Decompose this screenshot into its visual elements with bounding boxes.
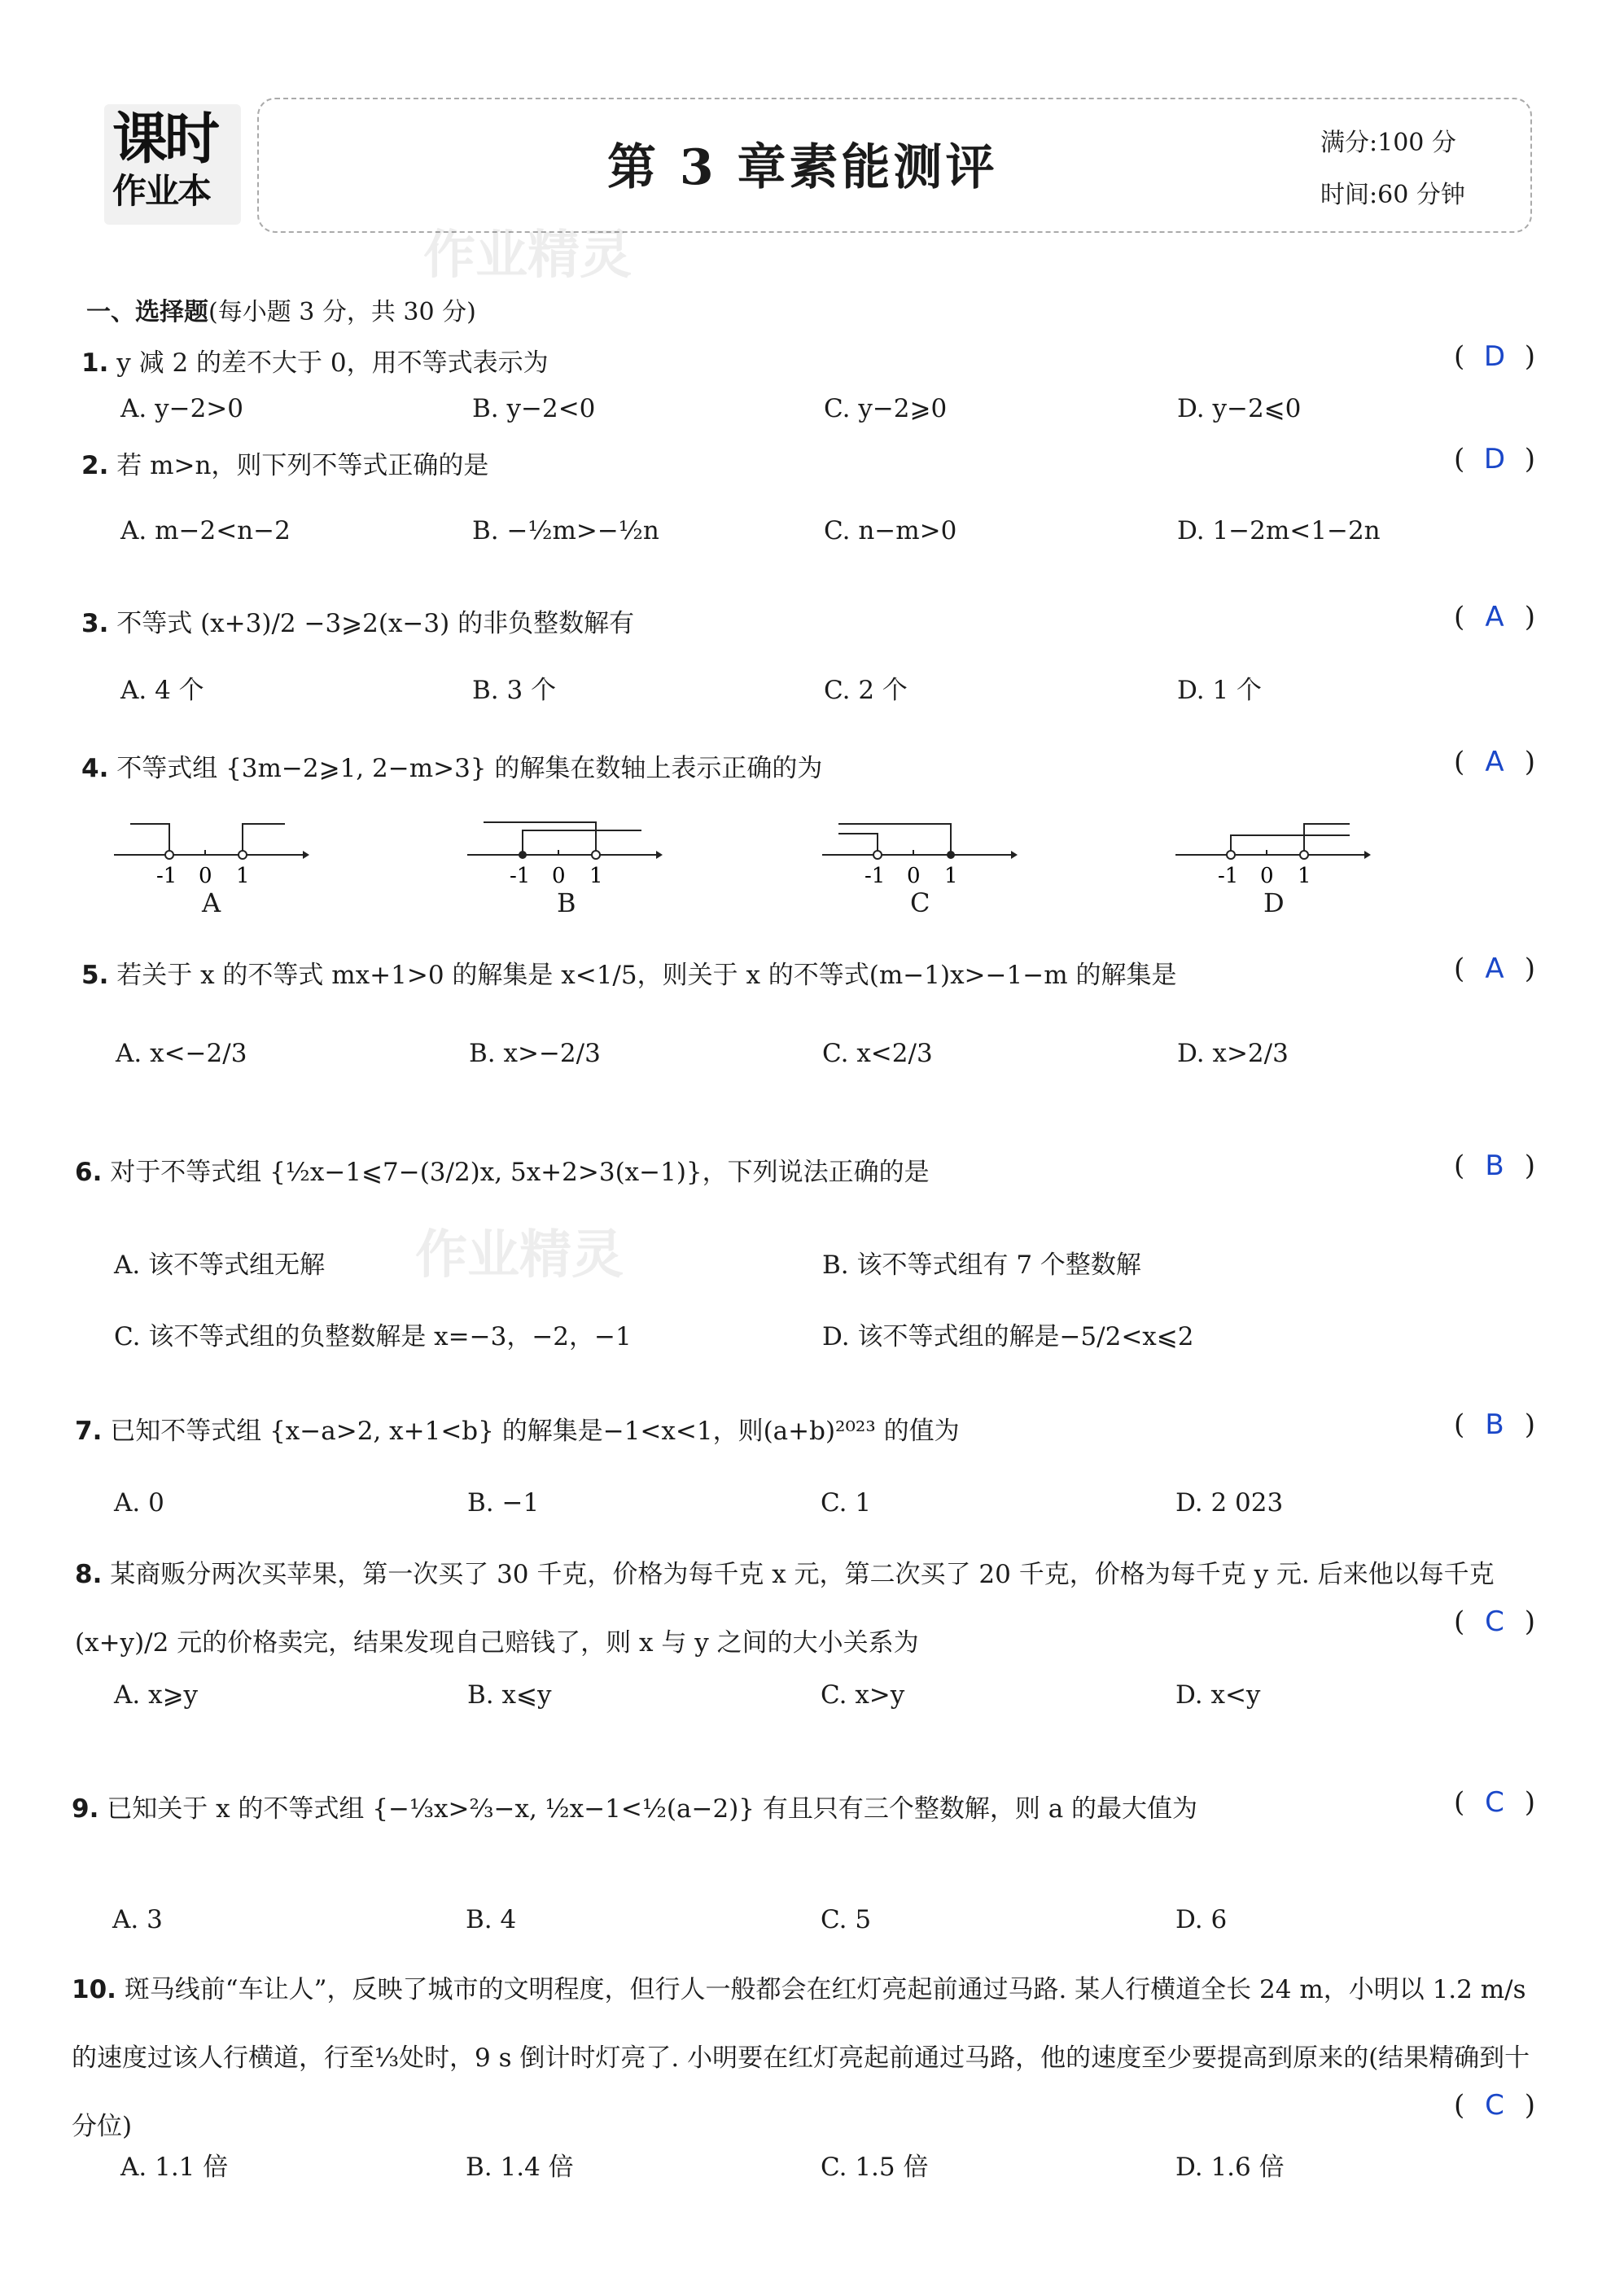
answer-7: ( B ) [1454, 1408, 1535, 1441]
logo-main-text: 课时 [112, 107, 217, 172]
option-a: A. x⩾y [114, 1680, 199, 1710]
option-d: D. 2 023 [1175, 1488, 1284, 1518]
tick-label: 0 [907, 864, 921, 887]
answer-4: ( A ) [1454, 746, 1535, 778]
option-a: A. m−2<n−2 [120, 516, 291, 545]
option-c: C. 5 [821, 1905, 872, 1934]
question-9: 9. 已知关于 x 的不等式组 {−⅓x>⅔−x, ½x−1<½(a−2)} 有且只有三个整数解，则 a 的最大值为 [72, 1794, 1198, 1824]
option-d: D. 1−2m<1−2n [1177, 516, 1381, 545]
tick-label: 1 [1298, 864, 1311, 887]
option-d: D. y−2⩽0 [1177, 394, 1302, 423]
time-limit: 时间:60 分钟 [1320, 181, 1465, 209]
question-1: 1. y 减 2 的差不大于 0，用不等式表示为 [81, 348, 549, 378]
option-b: B. 该不等式组有 7 个整数解 [822, 1251, 1141, 1280]
tick-label: 1 [589, 864, 603, 887]
question-8: 8. 某商贩分两次买苹果，第一次买了 30 千克，价格为每千克 x 元，第二次买了 20 千克，价格为每千克 y 元. 后来他以每千克 (x+y)/2 元的价格卖完，结果发现自己赔钱了，则 x 与 y 之间的大小关系为 [75, 1560, 1495, 1658]
answer-2: ( D ) [1454, 443, 1535, 475]
option-c: C. y−2⩾0 [824, 394, 948, 423]
option-a: A. 3 [112, 1905, 163, 1934]
watermark: 作业精灵 [423, 226, 632, 286]
number-line-c [822, 814, 1018, 887]
option-b: B. x>−2/3 [469, 1039, 601, 1068]
option-a-label: A [202, 887, 221, 918]
question-10: 10. 斑马线前“车让人”，反映了城市的文明程度，但行人一般都会在红灯亮起前通过马路. 某人行横道全长 24 m，小明以 1.2 m/s 的速度过该人行横道，行至⅓处时，9 s 倒计时灯亮了. 小明要在红灯亮起前通过马路，他的速度至少要提高到原来的(结果精确到十分位) [72, 1975, 1530, 2141]
tick-label: -1 [156, 864, 177, 887]
option-b-label: B [557, 887, 576, 918]
tick-label: 0 [1260, 864, 1274, 887]
option-b: B. x⩽y [467, 1680, 552, 1710]
answer-5: ( A ) [1454, 953, 1535, 985]
option-d: D. 1.6 倍 [1175, 2153, 1285, 2182]
option-d: D. 该不等式组的解是−5/2<x⩽2 [822, 1322, 1194, 1351]
tick-label: -1 [865, 864, 886, 887]
option-b: B. 3 个 [472, 676, 557, 705]
option-c: C. 2 个 [824, 676, 908, 705]
question-4: 4. 不等式组 {3m−2⩾1, 2−m>3} 的解集在数轴上表示正确的为 [81, 754, 823, 783]
answer-8: ( C ) [1454, 1605, 1535, 1638]
option-d: D. x>2/3 [1177, 1039, 1289, 1068]
answer-10: ( C ) [1454, 2089, 1535, 2122]
option-b: B. 1.4 倍 [466, 2153, 574, 2182]
option-c: C. 1.5 倍 [821, 2153, 929, 2182]
section-title: 一、选择题(每小题 3 分，共 30 分) [86, 298, 476, 326]
option-b: B. −½m>−½n [472, 516, 659, 545]
option-a: A. 1.1 倍 [120, 2153, 229, 2182]
option-c: C. 该不等式组的负整数解是 x=−3，−2，−1 [114, 1322, 632, 1351]
option-c: C. n−m>0 [824, 516, 957, 545]
question-5: 5. 若关于 x 的不等式 mx+1>0 的解集是 x<1/5，则关于 x 的不等式(m−1)x>−1−m 的解集是 [81, 961, 1177, 990]
option-b: B. −1 [467, 1488, 540, 1518]
option-d-label: D [1263, 887, 1285, 918]
answer-6: ( B ) [1454, 1150, 1535, 1182]
tick-label: 1 [944, 864, 958, 887]
option-a: A. y−2>0 [120, 394, 244, 423]
question-2: 2. 若 m>n，则下列不等式正确的是 [81, 451, 489, 480]
option-a: A. 该不等式组无解 [114, 1251, 326, 1280]
full-score: 满分:100 分 [1320, 129, 1456, 157]
tick-label: 1 [236, 864, 250, 887]
watermark: 作业精灵 [415, 1225, 624, 1286]
option-c: C. 1 [821, 1488, 872, 1518]
question-6: 6. 对于不等式组 {½x−1⩽7−(3/2)x, 5x+2>3(x−1)}，下列说法正确的是 [75, 1158, 930, 1187]
tick-label: -1 [1218, 864, 1239, 887]
question-7: 7. 已知不等式组 {x−a>2, x+1<b} 的解集是−1<x<1，则(a+b)²⁰²³ 的值为 [75, 1417, 960, 1446]
tick-label: -1 [510, 864, 531, 887]
option-c-label: C [910, 887, 930, 918]
answer-3: ( A ) [1454, 601, 1535, 633]
option-b: B. 4 [466, 1905, 517, 1934]
answer-9: ( C ) [1454, 1786, 1535, 1819]
option-a: A. 4 个 [120, 676, 204, 705]
tick-label: 0 [552, 864, 566, 887]
option-a: A. 0 [114, 1488, 164, 1518]
number-line-a [114, 814, 309, 887]
tick-label: 0 [199, 864, 212, 887]
logo-sub-text: 作业本 [112, 171, 211, 211]
answer-1: ( D ) [1454, 340, 1535, 373]
option-c: C. x<2/3 [822, 1039, 933, 1068]
option-d: D. 6 [1175, 1905, 1228, 1934]
number-line-b [467, 814, 663, 887]
number-line-d [1175, 814, 1371, 887]
option-b: B. y−2<0 [472, 394, 596, 423]
option-d: D. 1 个 [1177, 676, 1263, 705]
option-d: D. x<y [1175, 1680, 1261, 1710]
option-c: C. x>y [821, 1680, 905, 1710]
page-title: 第 3 章素能测评 [607, 139, 998, 196]
option-a: A. x<−2/3 [116, 1039, 247, 1068]
question-3: 3. 不等式 (x+3)/2 −3⩾2(x−3) 的非负整数解有 [81, 609, 635, 638]
